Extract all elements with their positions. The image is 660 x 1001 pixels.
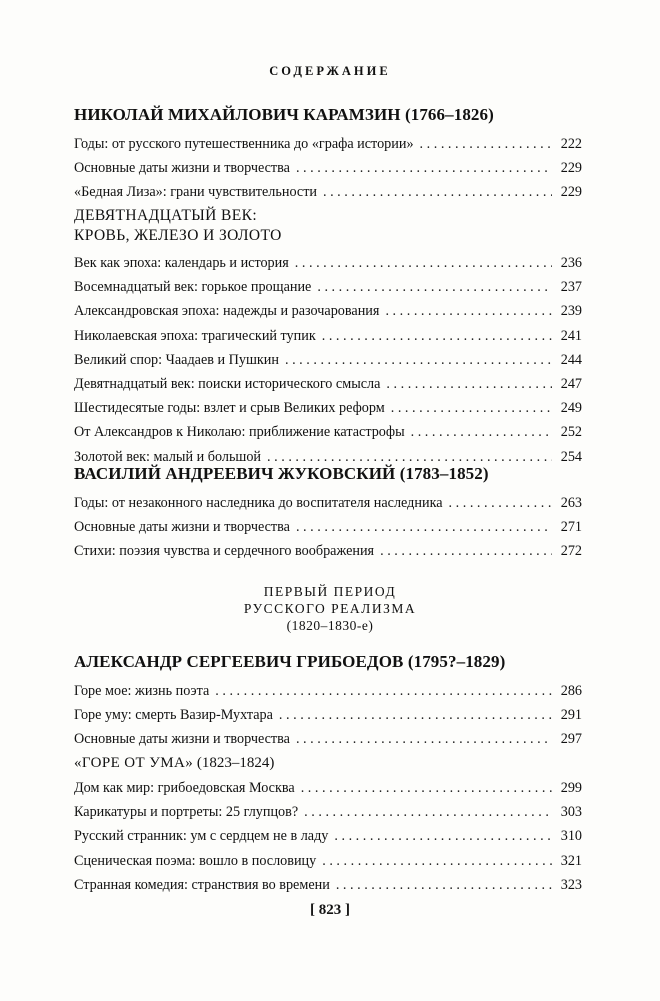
entry-page: 297 bbox=[560, 731, 582, 748]
entry-title: Горе мое: жизнь поэта bbox=[74, 683, 210, 699]
section-griboedov bbox=[74, 651, 582, 752]
toc-entry bbox=[74, 299, 582, 323]
section-heading bbox=[74, 753, 582, 773]
section-heading: НИКОЛАЙ МИХАЙЛОВИЧ КАРАМЗИН (1766–1826) bbox=[74, 105, 494, 124]
leader-dots bbox=[323, 180, 552, 204]
toc-entry bbox=[74, 372, 582, 396]
entry-title: Великий спор: Чаадаев и Пушкин bbox=[74, 351, 279, 368]
entry-page: 252 bbox=[560, 424, 582, 441]
leader-dots bbox=[322, 324, 552, 348]
entry-page: 236 bbox=[560, 255, 582, 271]
toc-entry bbox=[74, 800, 582, 824]
entry-page: 286 bbox=[560, 683, 582, 699]
entry-title: Шестидесятые годы: взлет и срыв Великих реформ bbox=[74, 400, 385, 417]
page-number: [ 823 ] bbox=[310, 902, 350, 918]
toc-entry bbox=[74, 515, 582, 539]
entry-title: Девятнадцатый век: поиски исторического смысла bbox=[74, 376, 381, 393]
entry-title: Восемнадцатый век: горькое прощание bbox=[74, 279, 312, 296]
leader-dots bbox=[449, 491, 552, 515]
leader-dots bbox=[285, 348, 552, 372]
section-zhukovsky bbox=[74, 463, 582, 564]
toc-entry bbox=[74, 396, 582, 420]
entry-title: Горе уму: смерть Вазир-Мухтара bbox=[74, 707, 273, 724]
entry-page: 271 bbox=[560, 519, 582, 536]
leader-dots bbox=[295, 251, 552, 275]
entry-page: 254 bbox=[560, 448, 582, 465]
toc-entry bbox=[74, 703, 582, 727]
leader-dots bbox=[411, 420, 552, 444]
entry-title: Карикатуры и портреты: 25 глупцов? bbox=[74, 804, 299, 821]
entry-title: Век как эпоха: календарь и история bbox=[74, 255, 289, 271]
entry-title: Николаевская эпоха: трагический тупик bbox=[74, 327, 316, 344]
entry-title: Странная комедия: странствия во времени bbox=[74, 876, 330, 893]
section-heading: АЛЕКСАНДР СЕРГЕЕВИЧ ГРИБОЕДОВ (1795?–1829) bbox=[74, 652, 506, 671]
entry-page: 272 bbox=[560, 543, 582, 560]
section-heading: ВАСИЛИЙ АНДРЕЕВИЧ ЖУКОВСКИЙ (1783–1852) bbox=[74, 464, 489, 483]
leader-dots bbox=[296, 156, 552, 180]
toc-entry bbox=[74, 849, 582, 873]
entry-page: 291 bbox=[560, 707, 582, 724]
entry-page: 310 bbox=[560, 828, 582, 845]
leader-dots bbox=[385, 299, 552, 323]
leader-dots bbox=[386, 372, 552, 396]
leader-dots bbox=[301, 776, 552, 800]
running-head: СОДЕРЖАНИЕ bbox=[269, 64, 391, 78]
entry-title: Основные даты жизни и творчества bbox=[74, 731, 290, 748]
leader-dots bbox=[391, 396, 552, 420]
period-heading-years: (1820–1830-е) bbox=[286, 618, 374, 633]
entry-title: Стихи: поэзия чувства и сердечного воображения bbox=[74, 543, 375, 560]
period-heading-line2: РУССКОГО РЕАЛИЗМА bbox=[243, 601, 417, 616]
entry-title: Годы: от незаконного наследника до воспитателя наследника bbox=[74, 495, 443, 511]
leader-dots bbox=[420, 132, 552, 156]
leader-dots bbox=[317, 275, 552, 299]
entry-title: Основные даты жизни и творчества bbox=[74, 519, 290, 536]
toc-entry bbox=[74, 539, 582, 563]
leader-dots bbox=[336, 873, 552, 897]
entry-title: Сценическая поэма: вошло в пословицу bbox=[74, 852, 317, 869]
section-karamzin bbox=[74, 104, 582, 205]
toc-entry bbox=[74, 156, 582, 180]
leader-dots bbox=[380, 539, 552, 563]
leader-dots bbox=[304, 800, 552, 824]
entry-title: Основные даты жизни и творчества bbox=[74, 160, 290, 177]
leader-dots bbox=[334, 824, 552, 848]
toc-entry bbox=[74, 420, 582, 444]
section-nineteenth-century bbox=[74, 206, 582, 469]
leader-dots bbox=[279, 703, 552, 727]
toc-entry bbox=[74, 251, 582, 275]
entry-title: Русский странник: ум с сердцем не в ладу bbox=[74, 828, 329, 845]
entry-page: 239 bbox=[560, 303, 582, 320]
entry-page: 237 bbox=[560, 279, 582, 296]
section-heading-line1: ДЕВЯТНАДЦАТЫЙ ВЕК: bbox=[74, 207, 258, 224]
entry-page: 303 bbox=[560, 804, 582, 821]
entry-title: Годы: от русского путешественника до «графа истории» bbox=[74, 136, 414, 152]
entry-page: 222 bbox=[560, 136, 582, 152]
entry-page: 299 bbox=[560, 780, 582, 796]
entry-title: «Бедная Лиза»: грани чувствительности bbox=[74, 184, 317, 201]
toc-entry bbox=[74, 324, 582, 348]
section-heading-line2: КРОВЬ, ЖЕЛЕЗО И ЗОЛОТО bbox=[74, 227, 282, 244]
entry-page: 321 bbox=[560, 852, 582, 869]
entry-page: 249 bbox=[560, 400, 582, 417]
entry-page: 247 bbox=[560, 376, 582, 393]
toc-entry bbox=[74, 348, 582, 372]
toc-entry bbox=[74, 491, 582, 515]
entry-page: 229 bbox=[560, 160, 582, 177]
toc-entry bbox=[74, 180, 582, 204]
leader-dots bbox=[215, 679, 552, 703]
entry-title: Дом как мир: грибоедовская Москва bbox=[74, 780, 295, 796]
section-gore-ot-uma bbox=[74, 753, 582, 897]
toc-entry bbox=[74, 275, 582, 299]
entry-title: Александровская эпоха: надежды и разочарования bbox=[74, 303, 380, 320]
entry-title: Золотой век: малый и большой bbox=[74, 448, 262, 465]
toc-entry bbox=[74, 679, 582, 703]
toc-entry bbox=[74, 824, 582, 848]
period-heading-line1: ПЕРВЫЙ ПЕРИОД bbox=[263, 584, 397, 599]
entry-page: 323 bbox=[560, 876, 582, 893]
toc-entry bbox=[74, 873, 582, 897]
leader-dots bbox=[296, 727, 552, 751]
entry-page: 263 bbox=[560, 495, 582, 511]
leader-dots bbox=[296, 515, 552, 539]
toc-entry bbox=[74, 776, 582, 800]
entry-title: От Александров к Николаю: приближение катастрофы bbox=[74, 424, 405, 441]
heading-caps: «ГОРЕ ОТ УМА» bbox=[74, 755, 194, 771]
heading-years: (1823–1824) bbox=[196, 755, 275, 771]
toc-entry bbox=[74, 132, 582, 156]
toc-entry bbox=[74, 727, 582, 751]
entry-page: 244 bbox=[560, 351, 582, 368]
entry-page: 241 bbox=[560, 327, 582, 344]
entry-page: 229 bbox=[560, 184, 582, 201]
leader-dots bbox=[322, 849, 552, 873]
